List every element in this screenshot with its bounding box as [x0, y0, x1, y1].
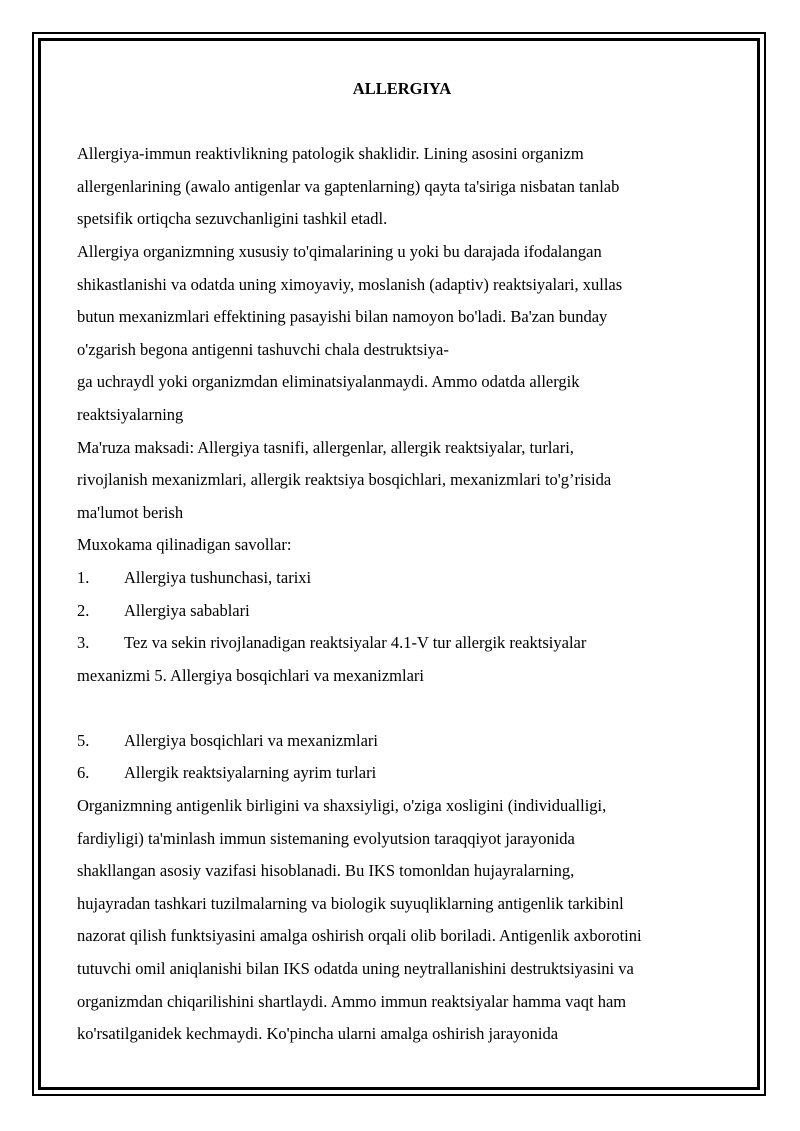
text-line: nazorat qilish funktsiyasini amalga oshirish orqali olib boriladi. Antigenlik axborotini — [77, 926, 642, 946]
text-line: hujayradan tashkari tuzilmalarning va biologik suyuqliklarning antigenlik tarkibinl — [77, 893, 624, 913]
text-line: shikastlanishi va odatda uning ximoyaviy, moslanish (adaptiv) reaktsiyalari, xullas — [77, 274, 623, 294]
list-number: 6. — [77, 763, 90, 783]
text-line: butun mexanizmlari effektining pasayishi bilan namoyon bo'ladi. Ba'zan bunday — [77, 307, 608, 327]
text-line: rivojlanish mexanizmlari, allergik reaktsiya bosqichlari, mexanizmlari to'g’risida — [77, 470, 612, 490]
text-line: Organizmning antigenlik birligini va shaxsiyligi, o'ziga xosligini (individualligi, — [77, 796, 607, 816]
text-line: Allergiya organizmning xususiy to'qimalarining u yoki bu darajada ifodalangan — [77, 241, 602, 261]
list-number: 5. — [77, 730, 90, 750]
list-text: Allergiya bosqichlari va mexanizmlari — [124, 730, 378, 750]
list-item — [77, 595, 727, 628]
text-line: Allergiya-immun reaktivlikning patologik shaklidir. Lining asosini organizm — [77, 144, 584, 164]
questions-heading: Muxokama qilinadigan savollar: — [77, 535, 292, 555]
list-text: Allergiya sabablari — [124, 600, 250, 620]
questions-list — [77, 562, 727, 790]
body-paragraph — [77, 790, 727, 1051]
text-line: o'zgarish begona antigenni tashuvchi chala destruktsiya- — [77, 339, 449, 359]
second-paragraph — [77, 236, 727, 432]
purpose-paragraph — [77, 432, 727, 530]
document-body — [77, 73, 727, 1051]
list-text: Allergik reaktsiyalarning ayrim turlari — [124, 763, 377, 783]
text-line: Ma'ruza maksadi: Allergiya tasnifi, allergenlar, allergik reaktsiyalar, turlari, — [77, 437, 574, 457]
list-number: 2. — [77, 600, 90, 620]
text-line: ko'rsatilganidek kechmaydi. Ko'pincha ularni amalga oshirish jarayonida — [77, 1024, 559, 1044]
text-line: spetsifik ortiqcha sezuvchanligini tashkil etadl. — [77, 209, 388, 229]
text-line: reaktsiyalarning — [77, 404, 184, 424]
intro-paragraph — [77, 138, 727, 236]
text-line: fardiyligi) ta'minlash immun sistemaning evolyutsion taraqqiyot jarayonida — [77, 828, 575, 848]
text-line: allergenlarining (awalo antigenlar va gaptenlarning) qayta ta'siriga nisbatan tanlab — [77, 176, 620, 196]
text-line: tutuvchi omil aniqlanishi bilan IKS odatda uning neytrallanishini destruktsiyasini va — [77, 959, 634, 979]
text-line: shakllangan asosiy vazifasi hisoblanadi. Bu IKS tomonldan hujayralarning, — [77, 861, 575, 881]
document-title: ALLERGIYA — [352, 79, 452, 98]
list-continuation: mexanizmi 5. Allergiya bosqichlari va mexanizmlari — [77, 665, 425, 685]
list-item — [77, 562, 727, 595]
list-item — [77, 725, 727, 758]
list-text: Tez va sekin rivojlanadigan reaktsiyalar 4.1-V tur allergik reaktsiyalar — [124, 633, 587, 653]
text-line: organizmdan chiqarilishini shartlaydi. Ammo immun reaktsiyalar hamma vaqt ham — [77, 991, 627, 1011]
text-line: ma'lumot berish — [77, 502, 184, 522]
list-text: Allergiya tushunchasi, tarixi — [124, 567, 312, 587]
text-line: ga uchraydl yoki organizmdan eliminatsiyalanmaydi. Ammo odatda allergik — [77, 372, 580, 392]
list-item — [77, 627, 727, 660]
list-number: 1. — [77, 567, 90, 587]
blank-line — [77, 692, 727, 725]
list-number: 3. — [77, 633, 90, 653]
list-item — [77, 757, 727, 790]
